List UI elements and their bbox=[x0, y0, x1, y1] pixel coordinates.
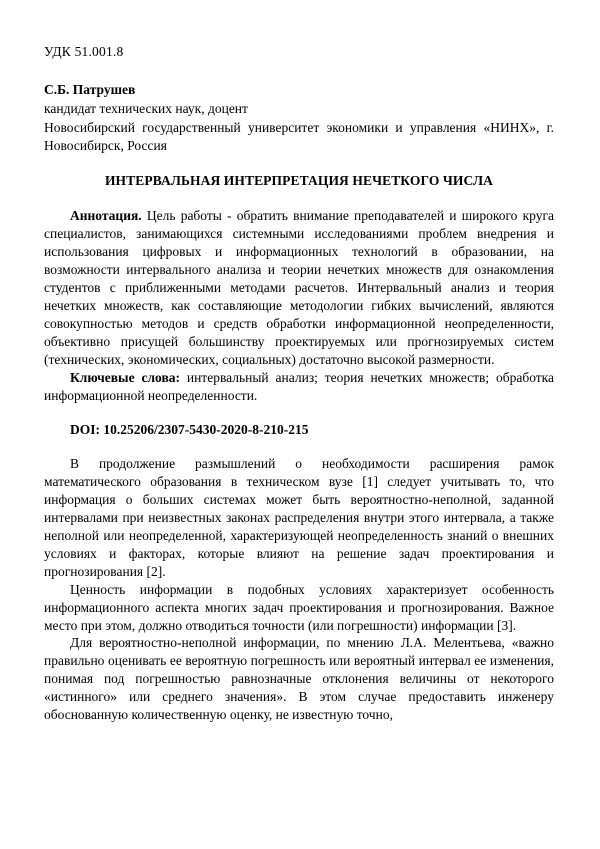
abstract-section bbox=[44, 207, 554, 404]
body-paragraph-2: Ценность информации в подобных условиях характеризует особенность информационного аспекта многих задач проектирования и прогнозирования. Важное место при этом, должно отводиться точности (или погрешности) информации [3]. bbox=[44, 581, 554, 633]
page-title: ИНТЕРВАЛЬНАЯ ИНТЕРПРЕТАЦИЯ НЕЧЕТКОГО ЧИСЛА bbox=[104, 173, 494, 189]
keywords-label: Ключевые слова: bbox=[70, 370, 180, 386]
author-name: С.Б. Патрушев bbox=[44, 82, 136, 97]
body-paragraph-3: Для вероятностно-неполной информации, по мнению Л.А. Мелентьева, «важно правильно оценивать ее вероятную погрешность или вероятный интервал ее изменения, понимая под погрешностью равнозначные отклонения величины от некоторого «истинного» или среднего значения». В этом случае предоставить инженеру обоснованную количественную оценку, не известную точно, bbox=[44, 635, 554, 723]
author-affiliation: Новосибирский государственный университет экономики и управления «НИНХ», г. Новосибирск, Россия bbox=[44, 119, 554, 153]
body-paragraph-1: В продолжение размышлений о необходимости расширения рамок математического образования в техническом вузе [1] следует учитывать то, что информация о больших системах может быть вероятностно-неполной, заданной интервалами при неизвестных законах распределения внутри этого интервала, а также неполной или неопределенной, характеризующей неопределенность знаний о внешних условиях и факторах, которые влияют на решение задач проектирования и прогнозирования [2]. bbox=[44, 455, 554, 579]
author-degree: кандидат технических наук, доцент bbox=[44, 101, 248, 116]
keywords-paragraph bbox=[44, 369, 554, 405]
abstract-paragraph bbox=[44, 207, 554, 369]
keywords-text: интервальный анализ; теория нечетких множеств; обработка информационной неопределенности. bbox=[44, 370, 555, 403]
abstract-label: Аннотация. bbox=[70, 208, 142, 224]
udk-code: УДК 51.001.8 bbox=[44, 44, 124, 59]
abstract-text: Цель работы - обратить внимание преподавателей и широкого круга специалистов, занимающихся системными исследованиями проблем внедрения и использования цифровых и информационных технологий в образовании, на возможности интервального анализа и теории нечетких множеств для ознакомления студентов с приближенными методами расчетов. Интервальный анализ и теория нечетких множеств, как составляющие методологии гибких вычислений, являются совокупностью методов и средств обработки информационной неопределенности, объективно присущей большинству проектируемых или прогнозируемых систем (технических, экономических, социальных) достаточно высокой размерности. bbox=[44, 208, 554, 368]
doi-line: DOI: 10.25206/2307-5430-2020-8-210-215 bbox=[70, 421, 309, 437]
